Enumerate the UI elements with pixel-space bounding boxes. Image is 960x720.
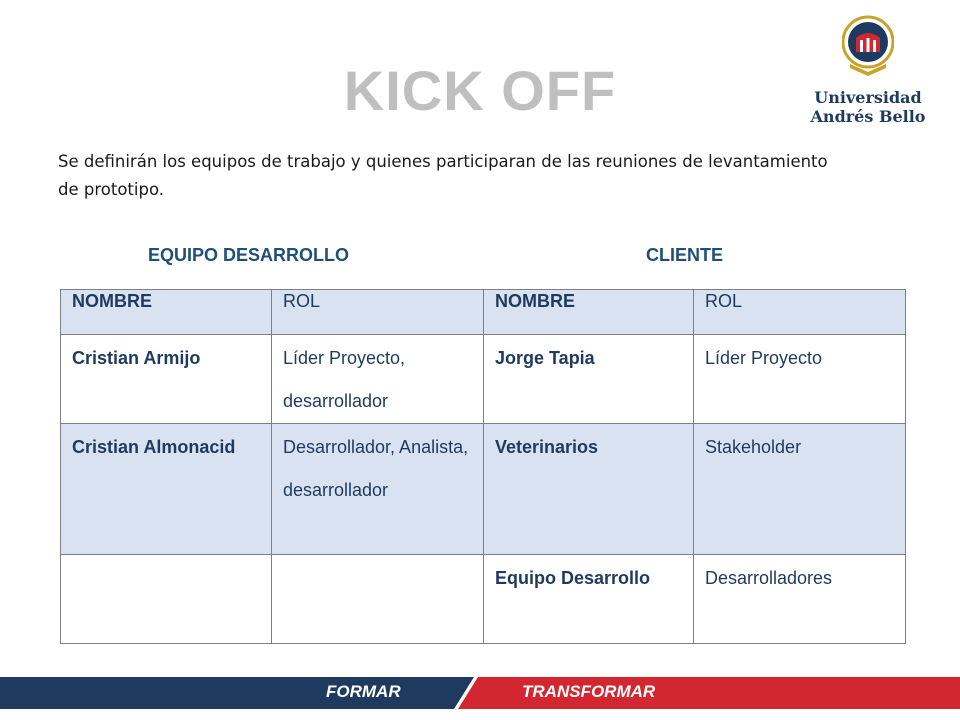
- footer-text-transformar: TRANSFORMAR: [522, 682, 656, 701]
- table-cell-name: Cristian Almonacid: [61, 424, 272, 555]
- university-logo: [806, 12, 930, 126]
- table-cell-role: [272, 555, 484, 644]
- logo-text-line2: Andrés Bello: [810, 107, 926, 126]
- table-cell-name: [61, 555, 272, 644]
- header-cell-role: ROL: [694, 290, 906, 335]
- table-row: [61, 335, 906, 424]
- header-cell-name: NOMBRE: [484, 290, 694, 335]
- table-row: [61, 555, 906, 644]
- team-heading-development: EQUIPO DESARROLLO: [148, 245, 350, 265]
- table-cell-role: Líder Proyecto, desarrollador: [272, 335, 484, 424]
- footer-banner: [0, 677, 960, 709]
- header-cell-role: ROL: [272, 290, 484, 335]
- table-cell-name: Veterinarios: [484, 424, 694, 555]
- table-cell-role: Desarrolladores: [694, 555, 906, 644]
- header-cell-name: NOMBRE: [61, 290, 272, 335]
- footer-stripes: [0, 677, 960, 709]
- table-cell-name: Cristian Armijo: [61, 335, 272, 424]
- table-row: [61, 424, 906, 555]
- table-cell-role: Stakeholder: [694, 424, 906, 555]
- table-header-row: [61, 290, 906, 335]
- table-cell-role: Líder Proyecto: [694, 335, 906, 424]
- slide-title: KICK OFF: [343, 59, 617, 122]
- logo-text-line1: Universidad: [814, 88, 922, 107]
- intro-paragraph: Se definirán los equipos de trabajo y quienes participaran de las reuniones de levantamiento de prototipo.: [58, 152, 828, 199]
- team-roster-table: [60, 289, 906, 644]
- team-heading-client: CLIENTE: [646, 245, 724, 265]
- footer-text-formar: FORMAR: [326, 682, 401, 701]
- table-cell-name: Equipo Desarrollo: [484, 555, 694, 644]
- table-cell-role: Desarrollador, Analista, desarrollador: [272, 424, 484, 555]
- table-cell-name: Jorge Tapia: [484, 335, 694, 424]
- university-seal-icon: [842, 12, 894, 82]
